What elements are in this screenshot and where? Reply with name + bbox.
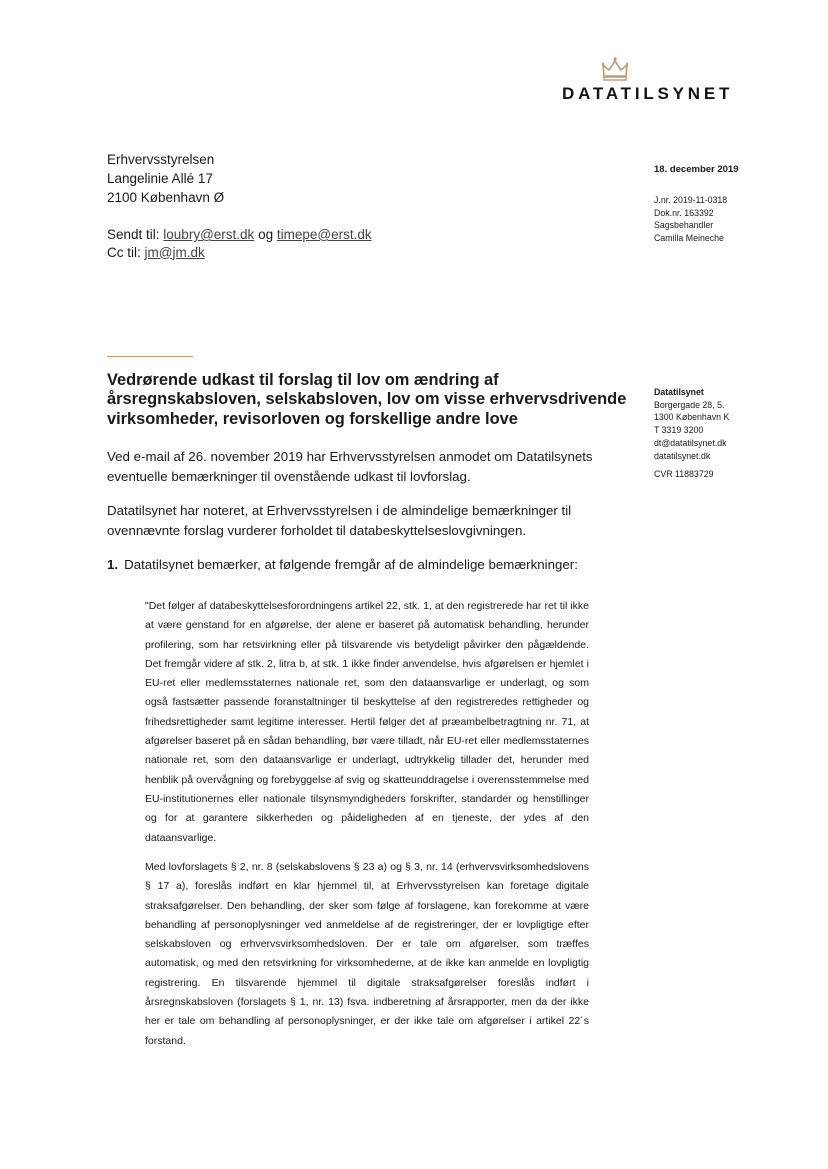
cc-line [107,244,372,262]
email-link-cc[interactable]: jm@jm.dk [144,244,205,260]
contact-phone: T 3319 3200 [654,425,704,436]
contact-street: Borgergade 28, 5. [654,399,725,410]
contact-cvr: CVR 11883729 [654,469,714,480]
point-number: 1. [107,557,119,572]
cc-label: Cc til: [107,244,141,260]
paragraph-noted: Datatilsynet har noteret, at Erhvervsstyrelsen i de almindelige bemærkninger til ovennævnte forslag vurderer forholdet til databeskyttelseslovgivningen. [107,503,572,538]
recipient-line: Erhvervsstyrelsen [107,152,215,167]
journal-number: J.nr. 2019-11-0318 [654,195,728,205]
contact-name: Datatilsynet [654,387,704,397]
letter-title: Vedrørende udkast til forslag til lov om ændring af årsregnskabsloven, selskabsloven, lov om visse erhvervsdrivende virksomheder, revisorloven og forskellige andre love [107,371,627,428]
letter-date: 18. december 2019 [654,164,739,175]
contact-block [654,386,729,481]
title-divider [107,356,193,357]
recipient-address [107,150,224,207]
point-text: Datatilsynet bemærker, at følgende fremgår af de almindelige bemærkninger: [124,557,578,572]
document-number: Dok.nr. 163392 [654,207,714,218]
contact-web[interactable]: datatilsynet.dk [654,450,711,461]
and-word: og [258,227,274,242]
contact-city: 1300 København K [654,412,730,423]
crown-icon [600,56,630,82]
email-link-timepe[interactable]: timepe@erst.dk [276,227,372,242]
reference-block [654,194,727,245]
sent-to-line [107,226,372,244]
point-1 [107,557,578,572]
logo-wordmark: DATATILSYNET [562,84,734,103]
case-handler-label: Sagsbehandler [654,220,714,231]
recipient-line: Langelinie Allé 17 [107,171,213,186]
sent-to-label: Sendt til: [107,227,160,242]
paragraph-bill: Med lovforslagets § 2, nr. 8 (selskabslovens § 23 a) og § 3, nr. 14 (erhvervsvirksomhedslovens § 17 a), foreslås indført en klar hjemmel til, at Erhvervsstyrelsen kan foretage digitale straksafgørelser. Den behandling, der sker som følge af forslagene, kan forekomme at være behandling af personoplysninger ved anmeldelse af de registreringer, der er lovpligtige efter selskabsloven og erhvervsvirksomhedsloven. Der er tale om afgørelser, som træffes automatisk, og med den retsvirkning for virksomhederne, at de ikke kan anmelde en lovpligtig registrering. En tilsvarende hjemmel til digitale straksafgørelser foreslås indført i årsregnskabsloven (forslagets § 1, nr. 13) fsva. indberetning af årsrapporter, men da der ikke her er tale om behandling af personoplysninger, er der ikke tale om afgørelser i artikel 22´s forstand. [145,861,589,1047]
paragraph-intro: Ved e-mail af 26. november 2019 har Erhvervsstyrelsen anmodet om Datatilsynets eventuelle bemærkninger til ovenstående udkast til lovforslag. [107,449,593,484]
contact-email[interactable]: dt@datatilsynet.dk [654,437,727,448]
quoted-remarks: "Det følger af databeskyttelsesforordningens artikel 22, stk. 1, at den registrerede har ret til ikke at være genstand for en afgørelse, der alene er baseret på automatisk behandling, herunder profilering, som har retsvirkning eller på tilsvarende vis betydeligt påvirker den pågældende. Det fremgår videre af stk. 2, litra b, at stk. 1 ikke finder anvendelse, hvis afgørelsen er hjemlet i EU-ret eller medlemsstaternes nationale ret, som den dataansvarlige er underlagt, og som også fastsætter passende foranstaltninger til beskyttelse af den registreredes rettigheder og frihedsrettigheder samt legitime interesser. Hertil følger det af præambelbetragtning nr. 71, at afgørelser baseret på en sådan behandling, bør være tilladt, når EU-ret eller medlemsstaternes nationale ret, som den dataansvarlige er underlagt, udtrykkelig tillader det, herunder med henblik på overvågning og forebyggelse af svig og skatteunddragelse i overensstemmelse med EU-institutionernes eller nationale tilsynsmyndigheders forskrifter, standarder og henstillinger og for at garantere sikkerheden og påideligheden af en tjeneste, der ydes af den dataansvarlige. [145,600,589,844]
email-link-loubry[interactable]: loubry@erst.dk [163,227,255,242]
case-handler-name: Camilla Meineche [654,233,724,244]
sent-to-block [107,226,372,261]
recipient-line: 2100 København Ø [107,190,225,205]
